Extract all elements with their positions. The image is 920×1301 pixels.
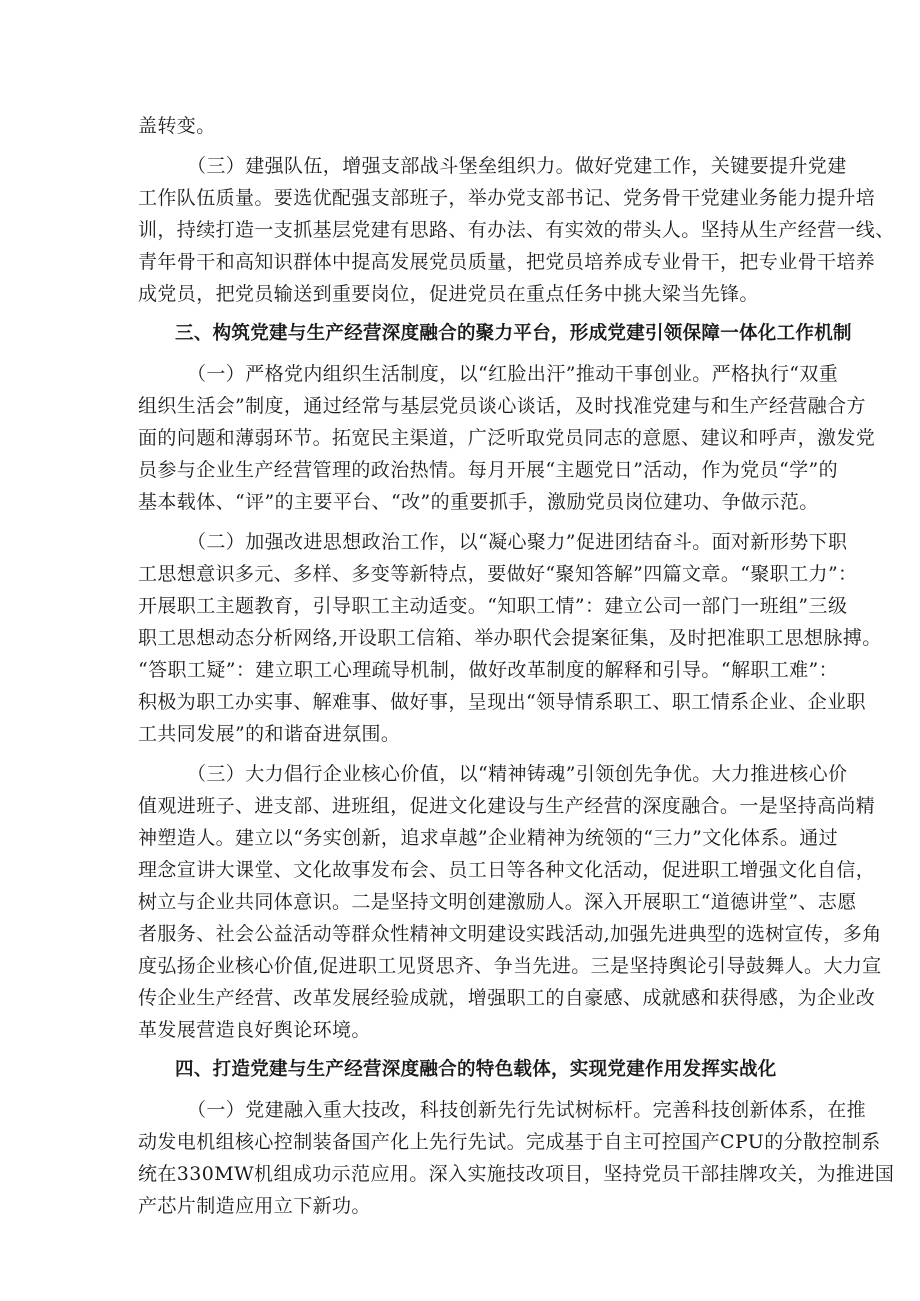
text-line: 面的问题和薄弱环节。拓宽民主渠道，广泛听取党员同志的意愿、建议和呼声，激发党 [138,427,876,449]
text-line: 成党员，把党员输送到重要岗位，促进党员在重点任务中挑大梁当先锋。 [138,283,759,305]
text-line: 统在330MW机组成功示范应用。深入实施技改项目，坚持党员干部挂牌攻关，为推进国 [138,1163,895,1185]
paragraph-first-line: （三）大力倡行企业核心价值，以“精神铸魂”引领创先争优。大力推进核心价 [187,763,848,785]
paragraph-first-line: （一）党建融入重大技改，科技创新先行先试树标杆。完善科技创新体系，在推 [187,1099,867,1121]
text-line: 青年骨干和高知识群体中提高发展党员质量，把党员培养成专业骨干，把专业骨干培养 [138,251,876,273]
paragraph-first-line: （二）加强改进思想政治工作，以“凝心聚力”促进团结奋斗。面对新形势下职 [187,531,848,553]
text-line: 盖转变。 [138,115,216,137]
paragraph-first-line: （三）建强队伍，增强支部战斗堡垒组织力。做好党建工作，关键要提升党建 [187,155,847,177]
text-line: 产芯片制造应用立下新功。 [138,1195,371,1217]
text-line: 神塑造人。建立以“务实创新，追求卓越”企业精神为统领的“三力”文化体系。通过 [138,827,839,849]
text-line: 树立与企业共同体意识。二是坚持文明创建激励人。深入开展职工“道德讲堂”、志愿 [138,891,857,913]
text-line: 工思想意识多元、多样、多变等新特点，要做好“聚知答解”四篇文章。“聚职工力”： [138,563,858,585]
text-line: 训，持续打造一支抓基层党建有思路、有办法、有实效的带头人。坚持从生产经营一线、 [138,219,895,241]
text-line: 组织生活会”制度，通过经常与基层党员谈心谈话，及时找准党建与和生产经营融合方 [138,395,866,417]
section-heading: 四、打造党建与生产经营深度融合的特色载体，实现党建作用发挥实战化 [175,1059,777,1080]
text-line: 开展职工主题教育，引导职工主动适变。“知职工情”：建立公司一部门一班组”三级 [138,595,848,617]
text-line: 革发展营造良好舆论环境。 [138,1019,371,1041]
text-line: 员参与企业生产经营管理的政治热情。每月开展“主题党日”活动，作为党员“学”的 [138,459,839,481]
text-line: “答职工疑”：建立职工心理疏导机制，做好改革制度的解释和引导。“解职工难”： [138,659,839,681]
paragraph-first-line: （一）严格党内组织生活制度，以“红脸出汗”推动干事创业。严格执行“双重 [187,363,839,385]
text-line: 理念宣讲大课堂、文化故事发布会、员工日等各种文化活动，促进职工增强文化自信， [138,859,876,881]
section-heading: 三、构筑党建与生产经营深度融合的聚力平台，形成党建引领保障一体化工作机制 [175,323,852,344]
text-line: 积极为职工办实事、解难事、做好事，呈现出“领导情系职工、职工情系企业、企业职 [138,691,866,713]
text-line: 传企业生产经营、改革发展经验成就，增强职工的自豪感、成就感和获得感，为企业改 [138,987,876,1009]
text-line: 者服务、社会公益活动等群众性精神文明建设实践活动,加强先进典型的选树宣传，多角 [138,923,882,945]
text-line: 度弘扬企业核心价值,促进职工见贤思齐、争当先进。三是坚持舆论引导鼓舞人。大力宣 [138,955,882,977]
text-line: 工共同发展”的和谐奋进氛围。 [138,723,401,745]
text-line: 工作队伍质量。要选优配强支部班子，举办党支部书记、党务骨干党建业务能力提升培 [138,187,876,209]
text-line: 职工思想动态分析网络,开设职工信箱、举办职代会提案征集，及时把准职工思想脉搏。 [138,627,882,649]
text-line: 值观进班子、进支部、进班组，促进文化建设与生产经营的深度融合。一是坚持高尚精 [138,795,876,817]
text-line: 动发电机组核心控制装备国产化上先行先试。完成基于自主可控国产CPU的分散控制系 [138,1131,881,1153]
text-line: 基本载体、“评”的主要平台、“改”的重要抓手，激励党员岗位建功、争做示范。 [138,491,819,513]
